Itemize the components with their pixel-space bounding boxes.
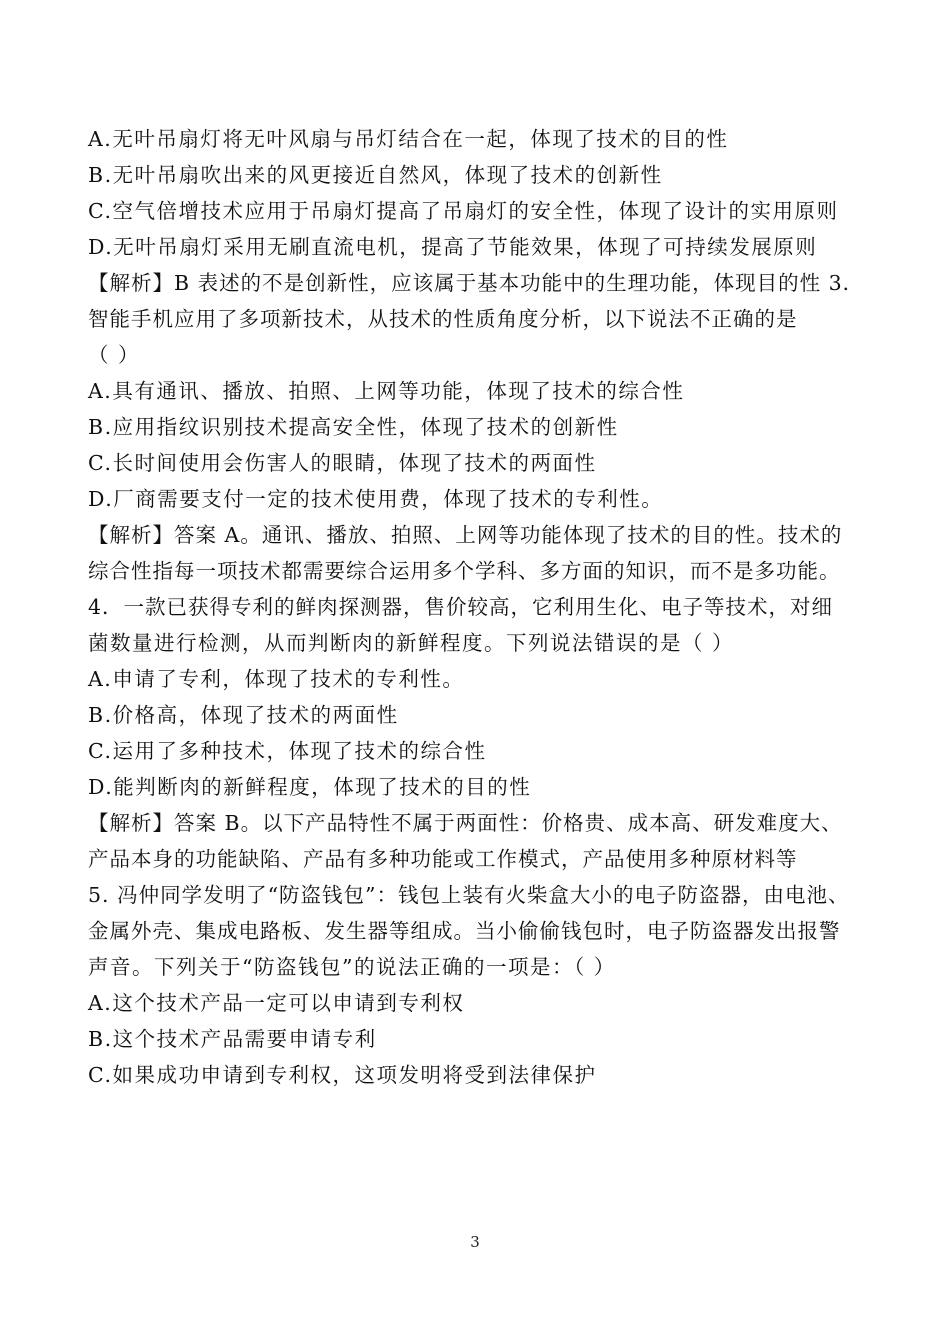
analysis-line: 【解析】答案 B。以下产品特性不属于两面性：价格贵、成本高、研发难度大、: [88, 811, 843, 835]
option-line: D.能判断肉的新鲜程度，体现了技术的目的性: [88, 775, 532, 799]
analysis-line: 【解析】答案 A。通讯、播放、拍照、上网等功能体现了技术的目的性。技术的: [88, 523, 843, 547]
option-line: D.厂商需要支付一定的技术使用费，体现了技术的专利性。: [88, 487, 664, 511]
question-line: 4．一款已获得专利的鲜肉探测器，售价较高，它利用生化、电子等技术，对细: [88, 595, 834, 619]
option-line: C.运用了多种技术，体现了技术的综合性: [88, 739, 487, 763]
option-line: B.无叶吊扇吹出来的风更接近自然风，体现了技术的创新性: [88, 163, 663, 187]
option-line: C.如果成功申请到专利权，这项发明将受到法律保护: [88, 1063, 597, 1087]
option-line: B.价格高，体现了技术的两面性: [88, 703, 399, 727]
question-line: 金属外壳、集成电路板、发生器等组成。当小偷偷钱包时，电子防盗器发出报警: [88, 919, 841, 943]
question-line: 智能手机应用了多项新技术，从技术的性质角度分析，以下说法不正确的是: [88, 307, 798, 331]
analysis-line: 综合性指每一项技术都需要综合运用多个学科、多方面的知识，而不是多功能。: [88, 559, 841, 583]
option-line: B.应用指纹识别技术提高安全性，体现了技术的创新性: [88, 415, 619, 439]
page-number: 3: [470, 1233, 480, 1251]
option-line: B.这个技术产品需要申请专利: [88, 1027, 377, 1051]
option-line: C.长时间使用会伤害人的眼睛，体现了技术的两面性: [88, 451, 597, 475]
option-line: A.具有通讯、播放、拍照、上网等功能，体现了技术的综合性: [88, 379, 685, 403]
option-line: A.申请了专利，体现了技术的专利性。: [88, 667, 465, 691]
option-line: C.空气倍增技术应用于吊扇灯提高了吊扇灯的安全性，体现了设计的实用原则: [88, 199, 839, 223]
question-line: 5. 冯仲同学发明了“防盗钱包”：钱包上装有火柴盒大小的电子防盗器，由电池、: [88, 883, 850, 907]
option-line: A.这个技术产品一定可以申请到专利权: [88, 991, 465, 1015]
question-line: 声音。下列关于“防盗钱包”的说法正确的一项是：（ ）: [88, 955, 616, 979]
option-line: D.无叶吊扇灯采用无刷直流电机，提高了节能效果，体现了可持续发展原则: [88, 235, 818, 259]
page-body: [88, 121, 888, 1093]
analysis-line: 产品本身的功能缺陷、产品有多种功能或工作模式，产品使用多种原材料等: [88, 847, 798, 871]
option-line: A.无叶吊扇灯将无叶风扇与吊灯结合在一起，体现了技术的目的性: [88, 127, 729, 151]
question-line: 菌数量进行检测，从而判断肉的新鲜程度。下列说法错误的是（ ）: [88, 631, 735, 655]
answer-blank: （ ）: [88, 343, 141, 367]
analysis-line: 【解析】B 表述的不是创新性，应该属于基本功能中的生理功能，体现目的性 3．: [88, 271, 865, 295]
